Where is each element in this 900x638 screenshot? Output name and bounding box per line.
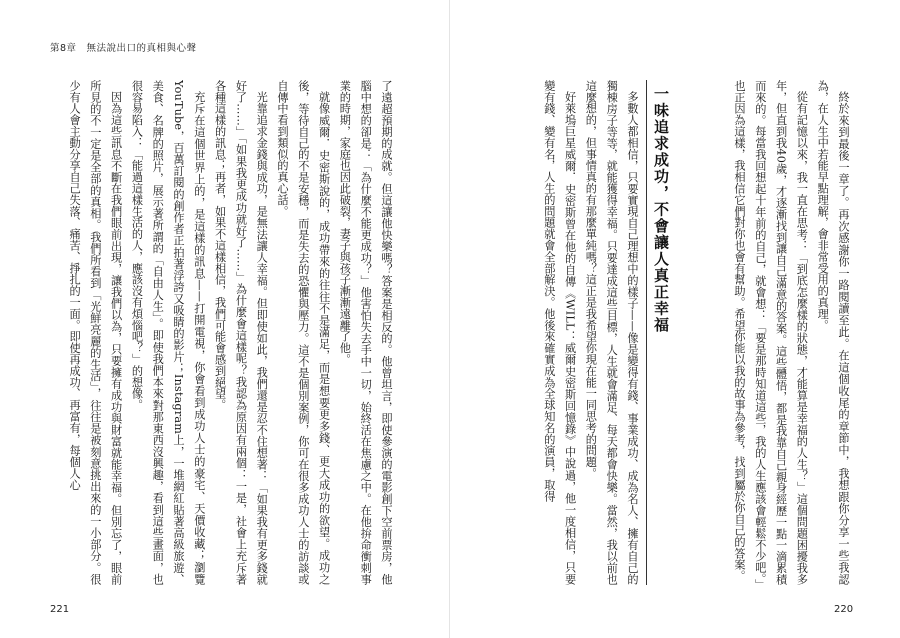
section-heading-text: 一味追求成功，不會讓人真正幸福 (652, 86, 670, 334)
heading-rule (646, 80, 647, 585)
paragraph: 從有記憶以來，我一直在思考：「到底怎麼樣的狀態，才能算是幸福的人生？」這個問題困擾我多年，但直到我40歲，才逐漸找到讓自己滿意的答案。這些體悟，都是我靠自己親身經歷一點一滴累積而來的。每當我回想起十年前的自己，就會想：「要是那時知道這些，我的人生應該會輕鬆不少吧。」也正因為這樣，我相信它們對你也會有幫助。希望你能以我的故事為參考，找到屬於你自己的答案。 (733, 80, 809, 585)
section-body-text (492, 80, 642, 585)
chapter-intro-text (672, 80, 853, 585)
running-head: 第8章 無法說出口的真相與心聲 (50, 43, 197, 54)
paragraph: 好萊塢巨星威爾．史密斯曾在他的自傳《WILL：威爾史密斯回憶錄》中說過，他一度相信，只要變有錢、變有名，人生的問題就會全部解決。他後來確實成為全球知名的演員，取得 (542, 80, 577, 585)
paragraph: 多數人都相信，只要實現自己理想中的樣子——像是變得有錢、事業成功、成為名人、擁有自己的獨棟房子等等，就能獲得幸福。只要達成這些目標，人生就會滿足、每天都會快樂。當然，我以前也這麼想的，但事情真的有那麼單純嗎？這正是我希望你現在能一同思考的問題。 (584, 80, 639, 585)
paragraph: 光靠追求金錢與成功，是無法讓人幸福。但即使如此，我們還是忍不住想著：「如果我有更多錢就好了……」「如果我更成功就好了……」為什麼會這樣呢？我認為原因有兩個：一是，社會上充斥著各種這樣的訊息；再者，如果不這樣相信，我們可能會感到絕望。 (213, 80, 269, 585)
paragraph: 因為這些訊息不斷在我們眼前出現，讓我們以為，只要擁有成功與財富就能幸福。但別忘了，眼前所見的不一定是全部的真相。我們所看到「光鮮亮麗的生活」，往往是被刻意挑出來的一小部分。很少有人會主動分享自己失落、痛苦、掙扎的一面。即使再成功、再富有，每個人心 (68, 80, 123, 585)
page-number: 221 (50, 604, 70, 615)
left-body-text (52, 80, 396, 585)
section-heading (646, 80, 670, 585)
paragraph: 了遠超預期的成就。但這讓他快樂嗎？答案是相反的。他曾坦言，即使參演的電影創下空前票房，他腦中想的卻是：「為什麼不能更成功？」他害怕失去手中一切，始終活在焦慮之中。在他拚命衝刺事業的時期，家庭也因此破裂，妻子與孩子漸漸遠離了他。 (338, 80, 393, 585)
right-page (450, 0, 900, 638)
page-number: 220 (834, 604, 854, 615)
paragraph: 充斥在這個世界上的，是這樣的訊息——打開電視，你會看到成功人士的豪宅、天價收藏；瀏覽YouTube，百萬訂閱的創作者正拍著浮誇又吸睛的影片；Instagram上，一堆網紅貼著高級旅遊、美食、名牌的照片，展示著所謂的「自由人生」。即使我們本來對那東西沒興趣，看到這些畫面，也很容易陷入：「能過這樣生活的人，應該沒有煩惱吧？」的想像。 (130, 80, 206, 585)
paragraph: 終於來到最後一章了。再次感謝你一路閱讀至此。在這個收尾的章節中，我想跟你分享一些我認為，在人生中若能早點理解，會非常受用的真理。 (816, 80, 850, 585)
paragraph: 就像威爾．史密斯說的，成功帶來的往往不是滿足，而是想要更多錢、更大成功的欲望。成功之後，等待自己的不是安穩，而是失去的恐懼與壓力。這不是個別案例，你可在很多成功人士的訪談或自傳中看到類似的真心話。 (276, 80, 331, 585)
